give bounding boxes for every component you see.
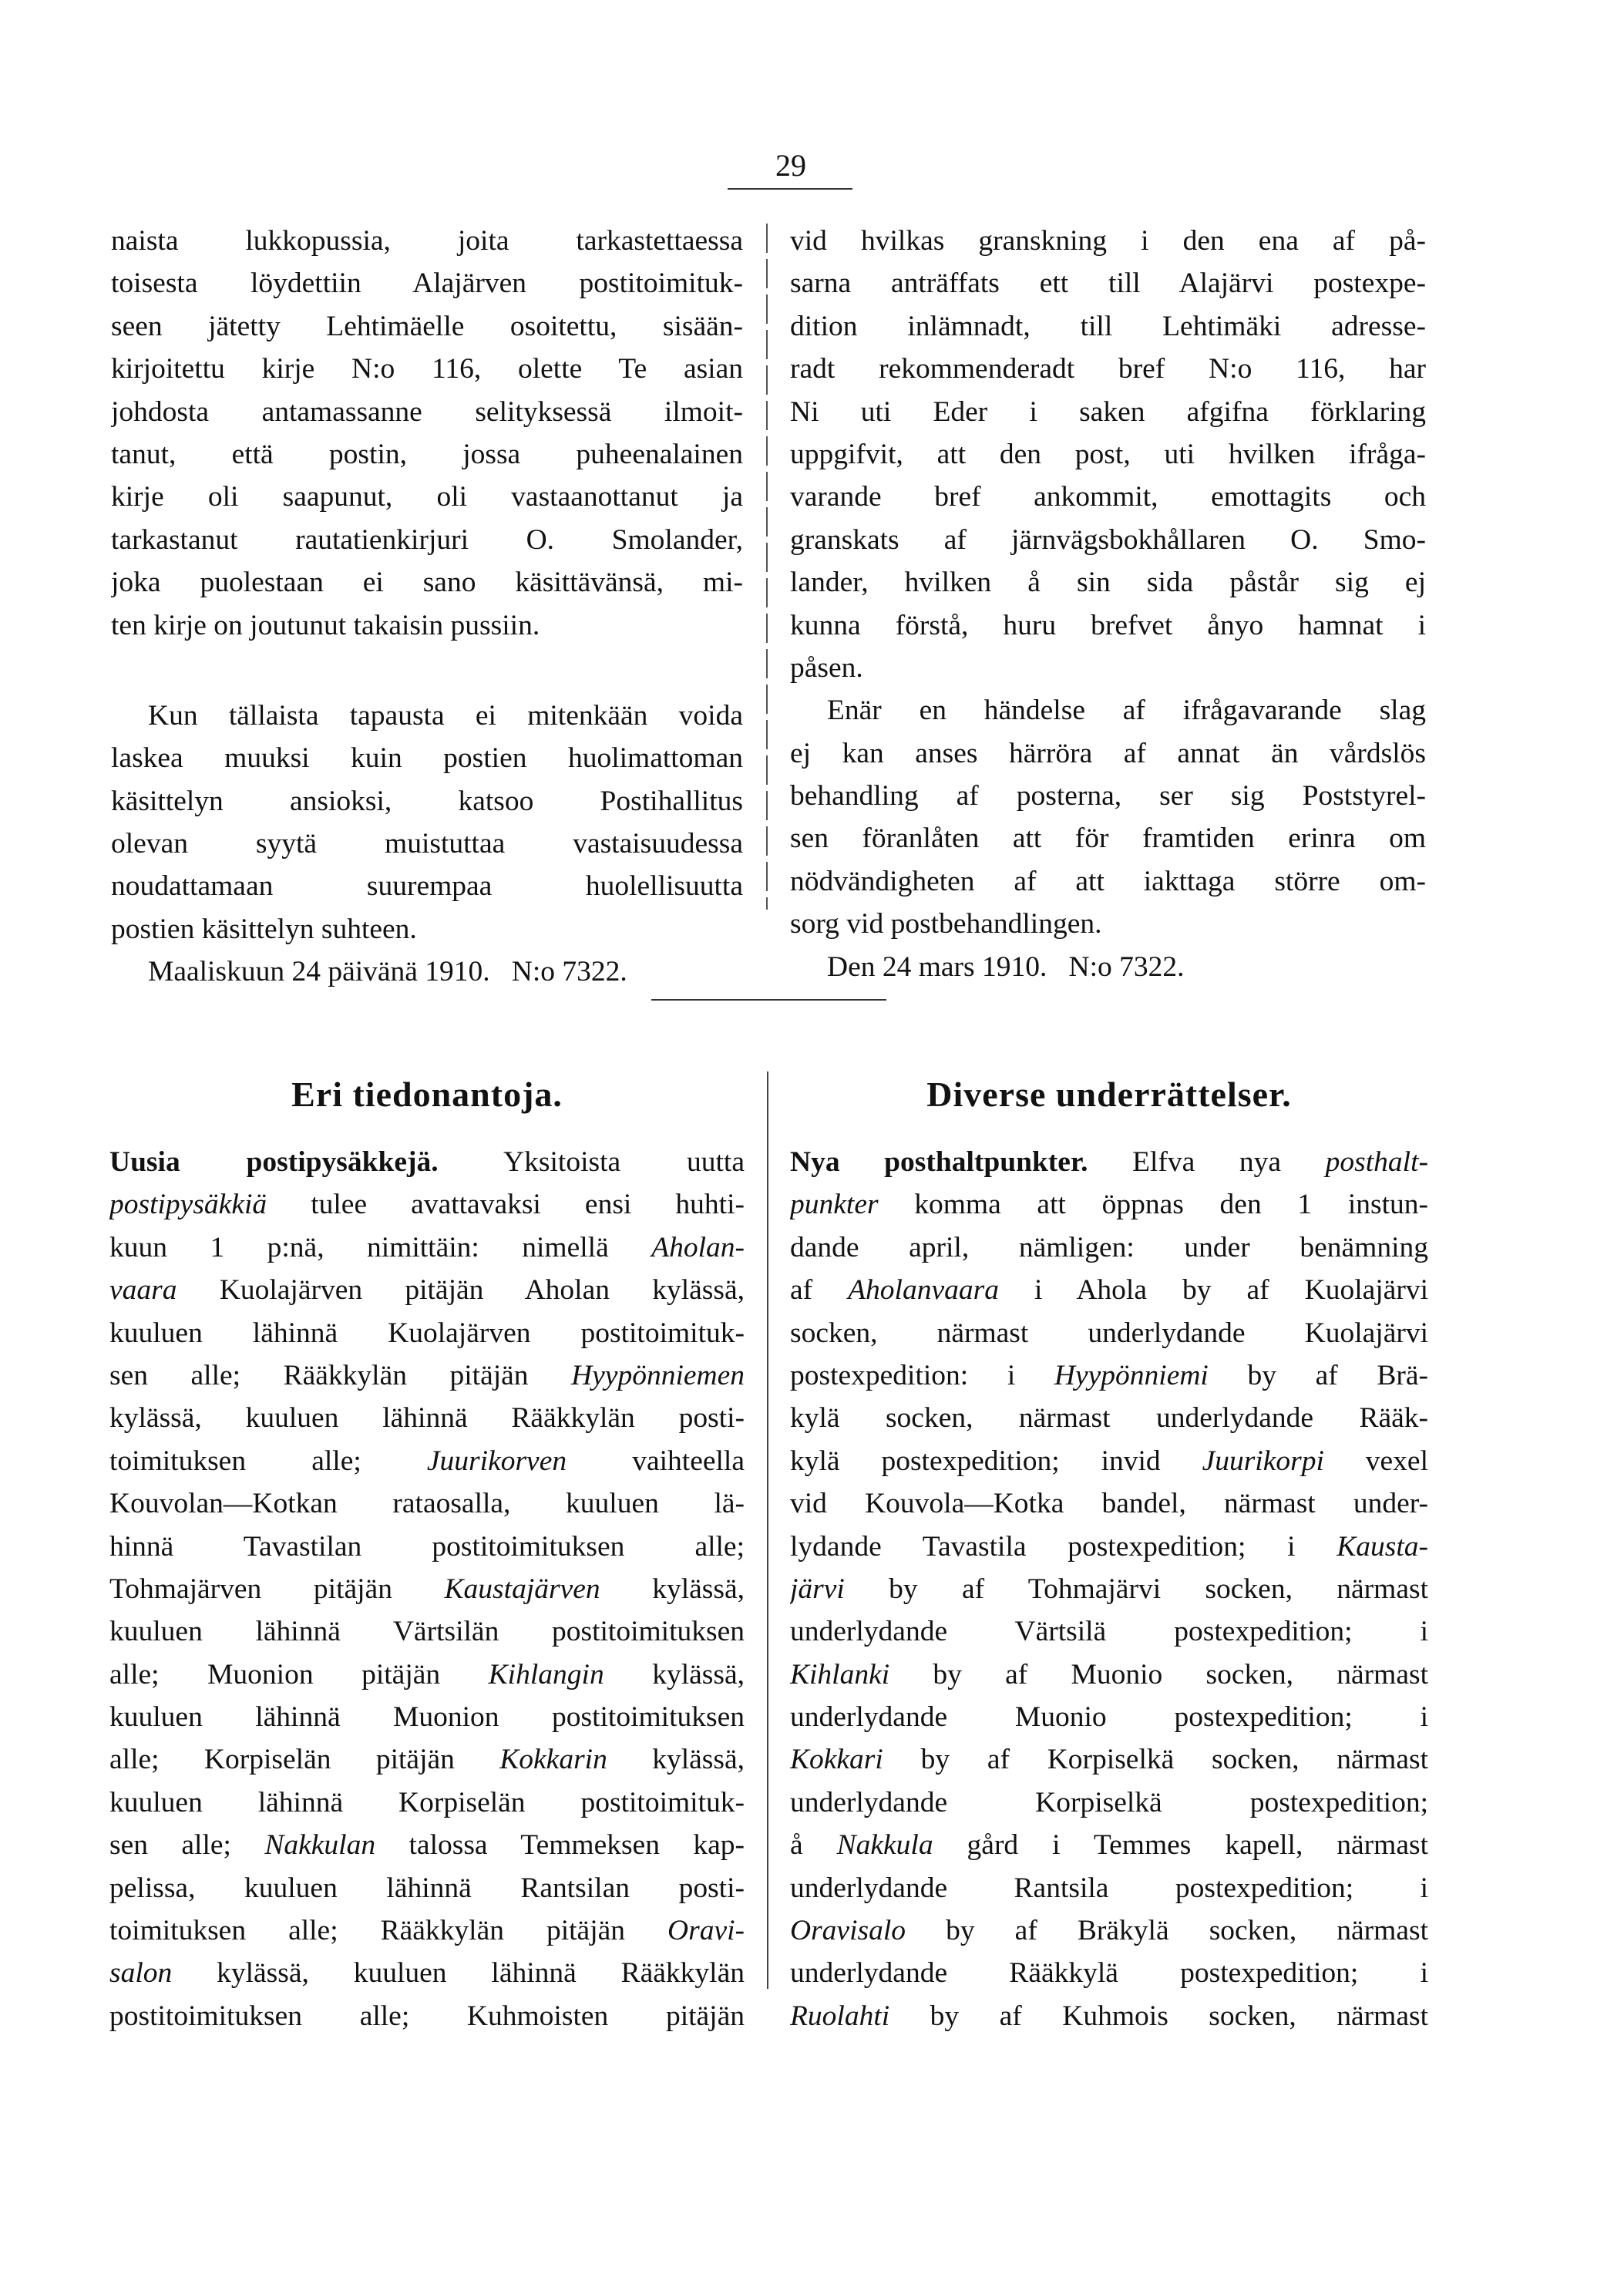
- text-line: toisesta löydettiin Alajärven postitoimituk-: [111, 267, 743, 300]
- text-line: toimituksen alle; Rääkkylän pitäjän Oravi-: [109, 1915, 745, 1947]
- lead-heading: Uusia postipysäkkejä.: [109, 1146, 439, 1178]
- text-line: granskats af järnvägsbokhållaren O. Smo-: [790, 523, 1426, 556]
- text-line: underlydande Rääkkylä postexpedition; i: [790, 1957, 1428, 1990]
- page-number-rule: [728, 188, 852, 190]
- text-line: järvi by af Tohmajärvi socken, närmast: [790, 1573, 1428, 1605]
- text-line: underlydande Muonio postexpedition; i: [790, 1701, 1428, 1734]
- text-line: pelissa, kuuluen lähinnä Rantsilan posti-: [109, 1872, 745, 1904]
- text-line: postexpedition: i Hyypönniemi by af Brä-: [790, 1359, 1428, 1391]
- text-line: uppgifvit, att den post, uti hvilken ifråga-: [790, 438, 1426, 470]
- text-line: ten kirje on joutunut takaisin pussiin.: [111, 609, 540, 641]
- text-line: laskea muuksi kuin postien huolimattoman: [111, 742, 743, 775]
- text-line: postien käsittelyn suhteen.: [111, 913, 417, 945]
- text-line: postitoimituksen alle; Kuhmoisten pitäjän: [109, 2000, 745, 2032]
- text-line: olevan syytä muistuttaa vastaisuudessa: [111, 828, 743, 860]
- text-line: kirjoitettu kirje N:o 116, olette Te asian: [111, 353, 743, 385]
- text-line: kuuluen lähinnä Värtsilän postitoimituksen: [109, 1616, 745, 1648]
- text-line: joka puolestaan ei sano käsittävänsä, mi-: [111, 567, 743, 599]
- text-line: af Aholanvaara i Ahola by af Kuolajärvi: [790, 1274, 1428, 1307]
- text-line: naista lukkopussia, joita tarkastettaessa: [111, 225, 743, 257]
- text-line: kunna förstå, huru brefvet ånyo hamnat i: [790, 609, 1426, 641]
- text-line: Kun tällaista tapausta ei mitenkään voida: [148, 699, 743, 732]
- text-line: seen jätetty Lehtimäelle osoitettu, sisään-: [111, 310, 743, 342]
- top-left-column: [111, 220, 743, 994]
- text-line: Kihlanki by af Muonio socken, närmast: [790, 1658, 1428, 1690]
- text-line: lander, hvilken å sin sida påstår sig ej: [790, 567, 1426, 599]
- text-line: socken, närmast underlydande Kuolajärvi: [790, 1317, 1428, 1349]
- text-line: ej kan anses härröra af annat än vårdslös: [790, 737, 1426, 769]
- text-line: sarna anträffats ett till Alajärvi postexpe-: [790, 267, 1426, 300]
- text-line: käsittelyn ansioksi, katsoo Postihallitus: [111, 785, 743, 817]
- text-line: dition inlämnadt, till Lehtimäki adresse-: [790, 310, 1426, 342]
- text-line: hinnä Tavastilan postitoimituksen alle;: [109, 1530, 745, 1563]
- text-line: kuuluen lähinnä Kuolajärven postitoimituk-: [109, 1317, 745, 1349]
- text-line: kylä socken, närmast underlydande Rääk-: [790, 1402, 1428, 1435]
- text-line: Enär en händelse af ifrågavarande slag: [827, 695, 1426, 727]
- text-line: salon kylässä, kuuluen lähinnä Rääkkylän: [109, 1957, 745, 1990]
- text-line: påsen.: [790, 651, 863, 684]
- text-line: Nya posthaltpunkter. Elfva nya posthalt-: [790, 1146, 1428, 1178]
- section-heading-finnish: Eri tiedonantoja.: [291, 1075, 563, 1114]
- text-line: varande bref ankommit, emottagits och: [790, 481, 1426, 513]
- lead-heading: Nya posthaltpunkter.: [790, 1146, 1088, 1178]
- bottom-right-column: [790, 1141, 1428, 2037]
- text-line: kylä postexpedition; invid Juurikorpi vexel: [790, 1445, 1428, 1477]
- bottom-left-column: [109, 1141, 745, 2037]
- text-line: vaara Kuolajärven pitäjän Aholan kylässä,: [109, 1274, 745, 1307]
- text-line: tarkastanut rautatienkirjuri O. Smolander,: [111, 523, 743, 556]
- text-line: kirje oli saapunut, oli vastaanottanut ja: [111, 481, 743, 513]
- paragraph-gap: [111, 647, 743, 695]
- column-divider-top: [766, 224, 768, 910]
- text-line: alle; Korpiselän pitäjän Kokkarin kylässä,: [109, 1744, 745, 1776]
- date-line: Den 24 mars 1910. N:o 7322.: [827, 950, 1185, 983]
- page-number: 29: [775, 148, 806, 183]
- text-line: sen alle; Nakkulan talossa Temmeksen kap-: [109, 1829, 745, 1862]
- text-line: sen alle; Rääkkylän pitäjän Hyypönniemen: [109, 1359, 745, 1391]
- text-line: nödvändigheten af att iakttaga större om-: [790, 865, 1426, 897]
- text-line: toimituksen alle; Juurikorven vaihteella: [109, 1445, 745, 1477]
- text-line: tanut, että postin, jossa puheenalainen: [111, 438, 743, 470]
- text-line: underlydande Rantsila postexpedition; i: [790, 1872, 1428, 1904]
- text-line: vid hvilkas granskning i den ena af på-: [790, 225, 1426, 257]
- text-line: Oravisalo by af Bräkylä socken, närmast: [790, 1915, 1428, 1947]
- text-line: johdosta antamassanne selityksessä ilmoit-: [111, 395, 743, 428]
- text-line: postipysäkkiä tulee avattavaksi ensi huhti-: [109, 1189, 745, 1221]
- text-line: Kouvolan—Kotkan rataosalla, kuuluen lä-: [109, 1488, 745, 1520]
- column-divider-bottom: [767, 1071, 768, 1989]
- text-line: punkter komma att öppnas den 1 instun-: [790, 1189, 1428, 1221]
- text-line: sorg vid postbehandlingen.: [790, 908, 1102, 940]
- top-right-column: [790, 220, 1426, 988]
- text-line: sen föranlåten att för framtiden erinra om: [790, 823, 1426, 855]
- text-line: kuun 1 p:nä, nimittäin: nimellä Aholan-: [109, 1231, 745, 1263]
- text-line: Ruolahti by af Kuhmois socken, närmast: [790, 2000, 1428, 2032]
- text-line: Tohmajärven pitäjän Kaustajärven kylässä,: [109, 1573, 745, 1605]
- text-line: alle; Muonion pitäjän Kihlangin kylässä,: [109, 1658, 745, 1690]
- text-line: behandling af posterna, ser sig Poststyrel-: [790, 780, 1426, 812]
- text-line: lydande Tavastila postexpedition; i Kausta-: [790, 1530, 1428, 1563]
- section-separator-rule: [651, 999, 886, 1001]
- text-line: kuuluen lähinnä Korpiselän postitoimituk-: [109, 1786, 745, 1818]
- text-line: underlydande Korpiselkä postexpedition;: [790, 1786, 1428, 1818]
- text-line: kylässä, kuuluen lähinnä Rääkkylän posti-: [109, 1402, 745, 1435]
- text-line: underlydande Värtsilä postexpedition; i: [790, 1616, 1428, 1648]
- text-line: å Nakkula gård i Temmes kapell, närmast: [790, 1829, 1428, 1862]
- text-line: dande april, nämligen: under benämning: [790, 1231, 1428, 1263]
- section-heading-swedish: Diverse underrättelser.: [926, 1075, 1292, 1114]
- text-line: kuuluen lähinnä Muonion postitoimituksen: [109, 1701, 745, 1734]
- date-line: Maaliskuun 24 päivänä 1910. N:o 7322.: [148, 956, 627, 988]
- text-line: vid Kouvola—Kotka bandel, närmast under-: [790, 1488, 1428, 1520]
- text-line: noudattamaan suurempaa huolellisuutta: [111, 870, 743, 903]
- text-line: radt rekommenderadt bref N:o 116, har: [790, 353, 1426, 385]
- text-line: Uusia postipysäkkejä. Yksitoista uutta: [109, 1146, 745, 1178]
- text-line: Ni uti Eder i saken afgifna förklaring: [790, 395, 1426, 428]
- text-line: Kokkari by af Korpiselkä socken, närmast: [790, 1744, 1428, 1776]
